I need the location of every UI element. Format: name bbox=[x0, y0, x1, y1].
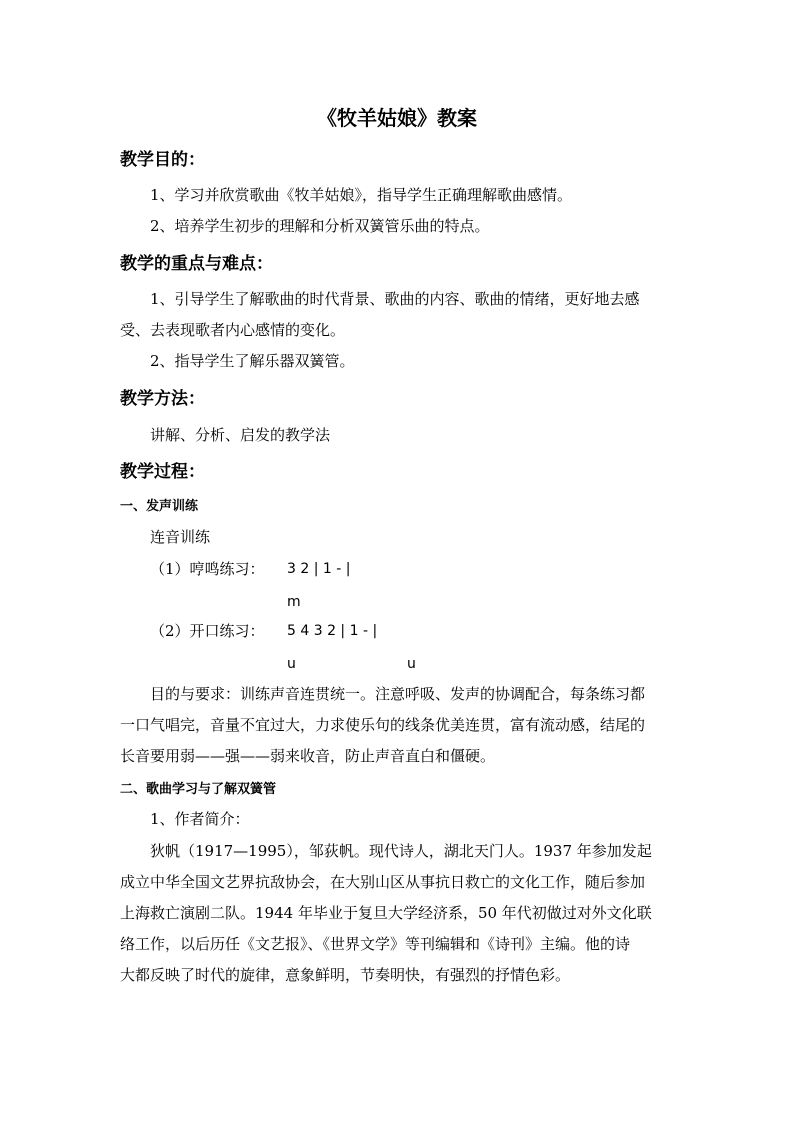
goal-line-3: 长音要用弱——强——弱来收音，防止声音直白和僵硬。 bbox=[120, 747, 496, 765]
key-points-heading: 教学的重点与难点： bbox=[120, 254, 273, 274]
bio-line-2: 成立中华全国文艺界抗敌协会，在大别山区从事抗日救亡的文化工作，随后参加 bbox=[120, 873, 646, 891]
bio-line-1: 狄帆（1917—1995），邹荻帆。现代诗人，湖北天门人。1937 年参加发起 bbox=[150, 842, 652, 860]
part1-subheading: 连音训练 bbox=[150, 528, 211, 546]
exercise1-syllable: m bbox=[287, 594, 301, 610]
exercise1-notes: 3 2 | 1 - | bbox=[287, 561, 351, 577]
part2-heading: 二、歌曲学习与了解双簧管 bbox=[120, 782, 277, 797]
exercise2-label: （2）开口练习： bbox=[150, 622, 265, 640]
exercise2-notes: 5 4 3 2 | 1 - | bbox=[287, 623, 378, 639]
key-point-2: 2、指导学生了解乐器双簧管。 bbox=[150, 352, 355, 370]
goal-line-2: 一口气唱完，音量不宜过大，力求使乐句的线条优美连贯，富有流动感，结尾的 bbox=[120, 716, 646, 734]
exercise2-syllable-1: u bbox=[287, 656, 296, 672]
part1-heading: 一、发声训练 bbox=[120, 499, 199, 514]
bio-line-5: 大都反映了时代的旋律，意象鲜明，节奏明快，有强烈的抒情色彩。 bbox=[120, 966, 571, 984]
exercise2-syllable-2: u bbox=[407, 656, 416, 672]
methods-heading: 教学方法： bbox=[120, 389, 205, 409]
document-title: 《牧羊姑娘》教案 bbox=[317, 106, 477, 130]
methods-text: 讲解、分析、启发的教学法 bbox=[150, 426, 331, 444]
exercise1-label: （1）哼鸣练习： bbox=[150, 560, 265, 578]
objective-item-1: 1、学习并欣赏歌曲《牧羊姑娘》，指导学生正确理解歌曲感情。 bbox=[150, 186, 573, 204]
objective-item-2: 2、培养学生初步的理解和分析双簧管乐曲的特点。 bbox=[150, 217, 490, 235]
goal-line-1: 目的与要求：训练声音连贯统一。注意呼吸、发声的协调配合，每条练习都 bbox=[150, 685, 646, 703]
bio-line-3: 上海救亡演剧二队。1944 年毕业于复旦大学经济系，50 年代初做过对外文化联 bbox=[120, 904, 652, 922]
key-point-1-line-2: 受、去表现歌者内心感情的变化。 bbox=[120, 321, 346, 339]
bio-line-4: 络工作，以后历任《文艺报》、《世界文学》等刊编辑和《诗刊》主编。他的诗 bbox=[120, 935, 631, 953]
process-heading: 教学过程： bbox=[120, 462, 205, 482]
author-intro-label: 1、作者简介： bbox=[150, 810, 250, 828]
objectives-heading: 教学目的： bbox=[120, 150, 205, 170]
key-point-1-line-1: 1、引导学生了解歌曲的时代背景、歌曲的内容、歌曲的情绪，更好地去感 bbox=[150, 290, 640, 308]
